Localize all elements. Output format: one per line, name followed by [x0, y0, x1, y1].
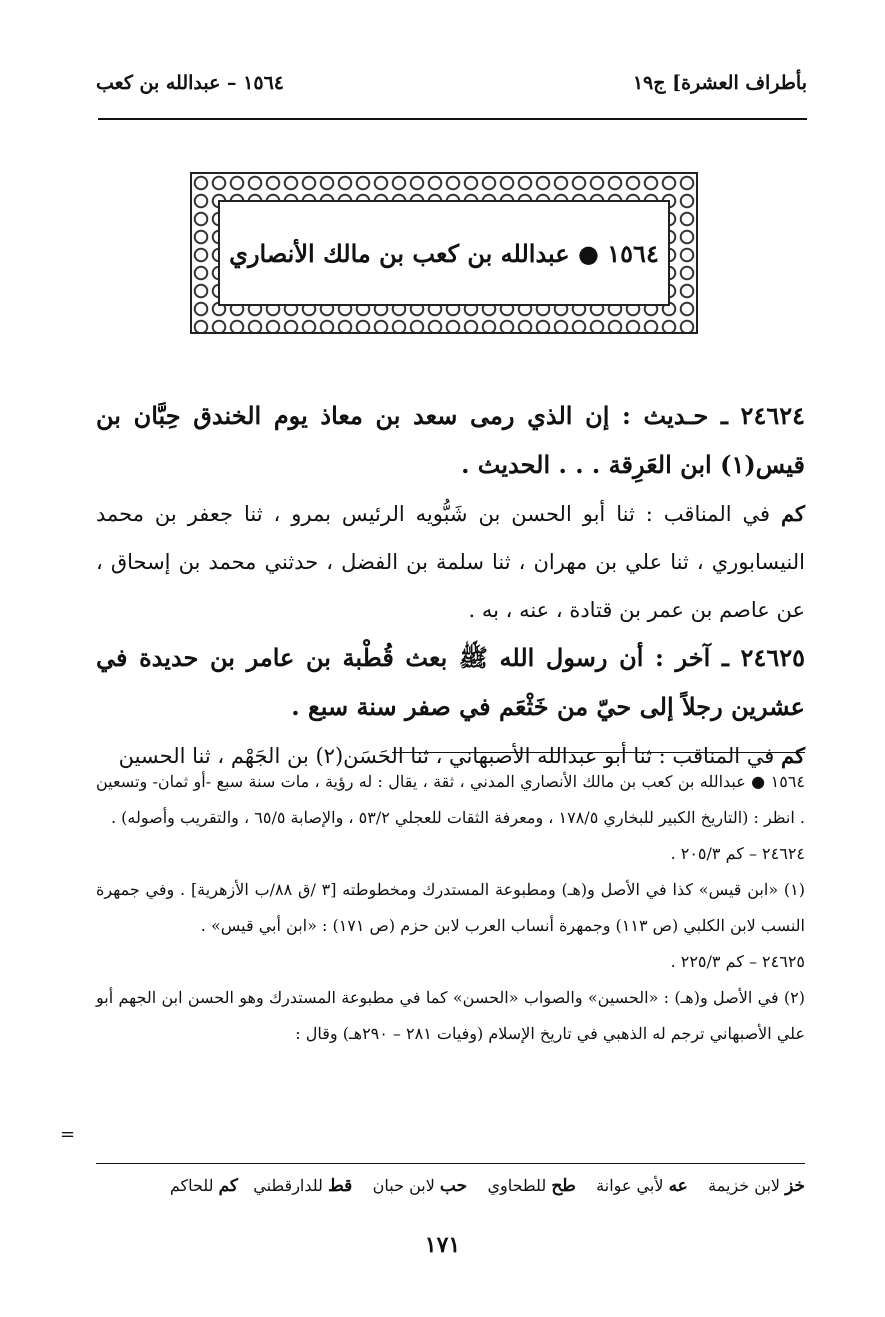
hadith-entry [96, 634, 805, 732]
footnotes [96, 764, 805, 1052]
footnote: ١٥٦٤ ● عبدالله بن كعب بن مالك الأنصاري المدني ، ثقة ، يقال : له رؤية ، مات سنة سبع -أو ثمان- وتسعين . انظر : (التاريخ الكبير للبخاري ١٧٨/٥ ، ومعرفة الثقات للعجلي ٥٣/٢ ، والإصابة ٦٥/٥ ، والتقريب وأصوله) . [96, 772, 805, 827]
footer-rule [96, 1163, 805, 1164]
abbr-code: قط [328, 1176, 353, 1196]
continuation-mark: = [60, 1124, 76, 1145]
abbr-name: للطحاوي [487, 1176, 547, 1195]
source-text: في المناقب : ثنا أبو عبدالله الأصبهاني ، ثنا الحَسَن(٢) بن الجَهْم ، ثنا الحسين [118, 744, 775, 768]
header-rule [98, 118, 807, 120]
footnote: ٢٤٦٢٥ – كم ٢٢٥/٣ . [670, 952, 805, 971]
source-marker: كم [781, 501, 805, 526]
footnote: (٢) في الأصل و(هـ) : «الحسين» والصواب «الحسن» كما في مطبوعة المستدرك وهو الحسن ابن الجهم أبو علي الأصبهاني ترجم له الذهبي في تاريخ الإسلام (وفيات ٢٨١ – ٢٩٠هـ) وقال : [96, 988, 805, 1043]
frame-inner [218, 200, 670, 306]
entry-heading: ٢٤٦٢٤ ـ حـديث : [609, 401, 805, 430]
abbr-code: حب [439, 1176, 468, 1196]
source-marker: كم [781, 743, 805, 768]
abbr-code: كم [218, 1176, 238, 1196]
footnote: (١) «ابن قيس» كذا في الأصل و(هـ) ومطبوعة المستدرك ومخطوطته [٣ /ق ٨٨/ب الأزهرية] . وفي جمهرة النسب لابن الكلبي (ص ١١٣) وجمهرة أنساب العرب لابن حزم (ص ١٧١) : «ابن أبي قيس» . [96, 880, 806, 935]
page-number: ١٧١ [424, 1232, 461, 1258]
running-header-book: بأطراف العشرة] ج١٩ [632, 72, 807, 94]
source-text: في المناقب : ثنا أبو الحسن بن شَبُّويه الرئيس بمرو ، ثنا جعفر بن محمد النيسابوري ، ثنا علي بن مهران ، ثنا سلمة بن الفضل ، حدثني محمد بن إسحاق ، عن عاصم بن عمر بن قتادة ، عنه ، به . [96, 502, 805, 622]
abbr-name: للحاكم [169, 1176, 214, 1195]
entry-text: إن الذي رمى سعد بن معاذ يوم الخندق حِبَّان بن قيس(١) ابن العَرِقة . . . الحديث . [96, 401, 805, 479]
abbr-name: لابن حبان [372, 1176, 435, 1195]
hadith-entry [96, 392, 805, 490]
entry-text: أن رسول الله ﷺ بعث قُطْبة بن عامر بن حديدة في عشرين رجلاً إلى حيّ من خَثْعَم في صفر سنة سبع . [96, 643, 805, 721]
footnote: ٢٤٦٢٤ – كم ٢٠٥/٣ . [670, 844, 805, 863]
abbr-name: للدارقطني [253, 1176, 323, 1195]
abbreviation-key [170, 1176, 805, 1196]
entry-heading: ٢٤٦٢٥ ـ آخر : [643, 643, 805, 672]
abbr-code: خز [785, 1176, 805, 1196]
source-paragraph [96, 490, 805, 634]
abbr-code: طح [551, 1176, 576, 1196]
abbr-name: لأبي عوانة [596, 1176, 664, 1195]
section-title: ١٥٦٤ ● عبدالله بن كعب بن مالك الأنصاري [229, 238, 659, 268]
footnote-separator [392, 752, 805, 753]
main-text [96, 392, 805, 780]
ornamental-frame [190, 172, 698, 334]
abbr-code: عه [668, 1176, 688, 1196]
running-header-section: ١٥٦٤ – عبدالله بن كعب [96, 72, 284, 94]
abbr-name: لابن خزيمة [708, 1176, 781, 1195]
